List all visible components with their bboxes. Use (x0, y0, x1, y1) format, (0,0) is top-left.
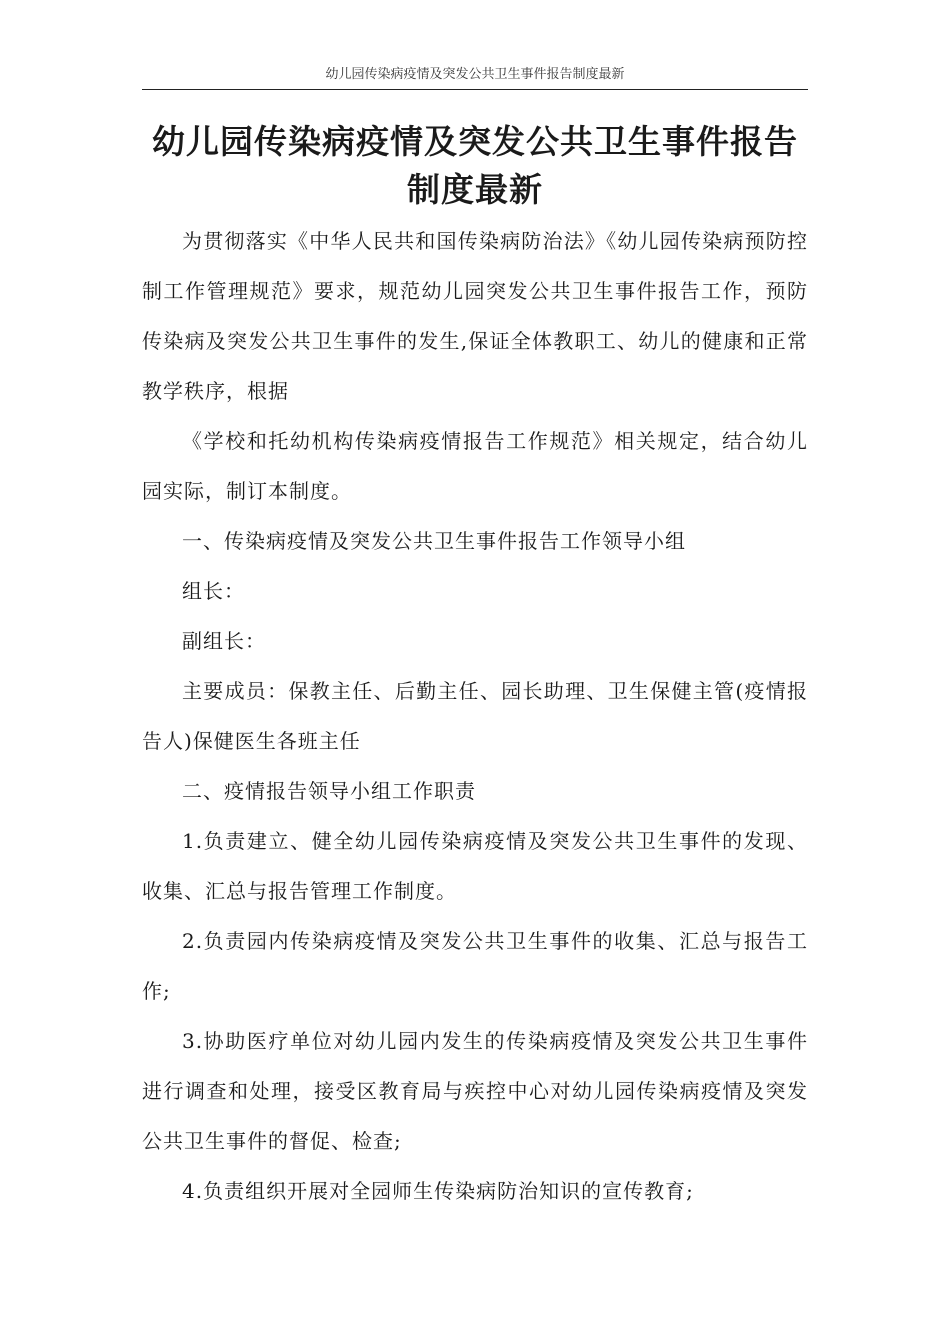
section-heading-leadership-group: 一、传染病疫情及突发公共卫生事件报告工作领导小组 (182, 529, 686, 553)
paragraph-members: 主要成员：保教主任、后勤主任、园长助理、卫生保健主管(疫情报告人)保健医生各班主任 (142, 679, 808, 753)
list-item-duty-3: 3.协助医疗单位对幼儿园内发生的传染病疫情及突发公共卫生事件进行调查和处理，接受区教育局与疾控中心对幼儿园传染病疫情及突发公共卫生事件的督促、检查; (142, 1029, 808, 1153)
running-header: 幼儿园传染病疫情及突发公共卫生事件报告制度最新 (325, 67, 625, 82)
document-title: 幼儿园传染病疫情及突发公共卫生事件报告制度最新 (152, 122, 798, 209)
list-item-duty-2: 2.负责园内传染病疫情及突发公共卫生事件的收集、汇总与报告工作; (142, 929, 808, 1003)
header-divider (142, 89, 808, 90)
list-item-duty-1: 1.负责建立、健全幼儿园传染病疫情及突发公共卫生事件的发现、收集、汇总与报告管理工作制度。 (142, 829, 808, 903)
paragraph-intro: 为贯彻落实《中华人民共和国传染病防治法》《幼儿园传染病预防控制工作管理规范》要求，规范幼儿园突发公共卫生事件报告工作，预防传染病及突发公共卫生事件的发生,保证全体教职工、幼儿的健康和正常教学秩序，根据 (142, 229, 808, 403)
list-item-duty-4: 4.负责组织开展对全园师生传染病防治知识的宣传教育; (182, 1179, 694, 1203)
section-heading-duties: 二、疫情报告领导小组工作职责 (182, 779, 476, 803)
paragraph-group-leader: 组长： (182, 579, 245, 603)
paragraph-basis: 《学校和托幼机构传染病疫情报告工作规范》相关规定，结合幼儿园实际，制订本制度。 (142, 429, 808, 503)
paragraph-deputy-leader: 副组长： (182, 629, 266, 653)
document-body (142, 216, 808, 1216)
